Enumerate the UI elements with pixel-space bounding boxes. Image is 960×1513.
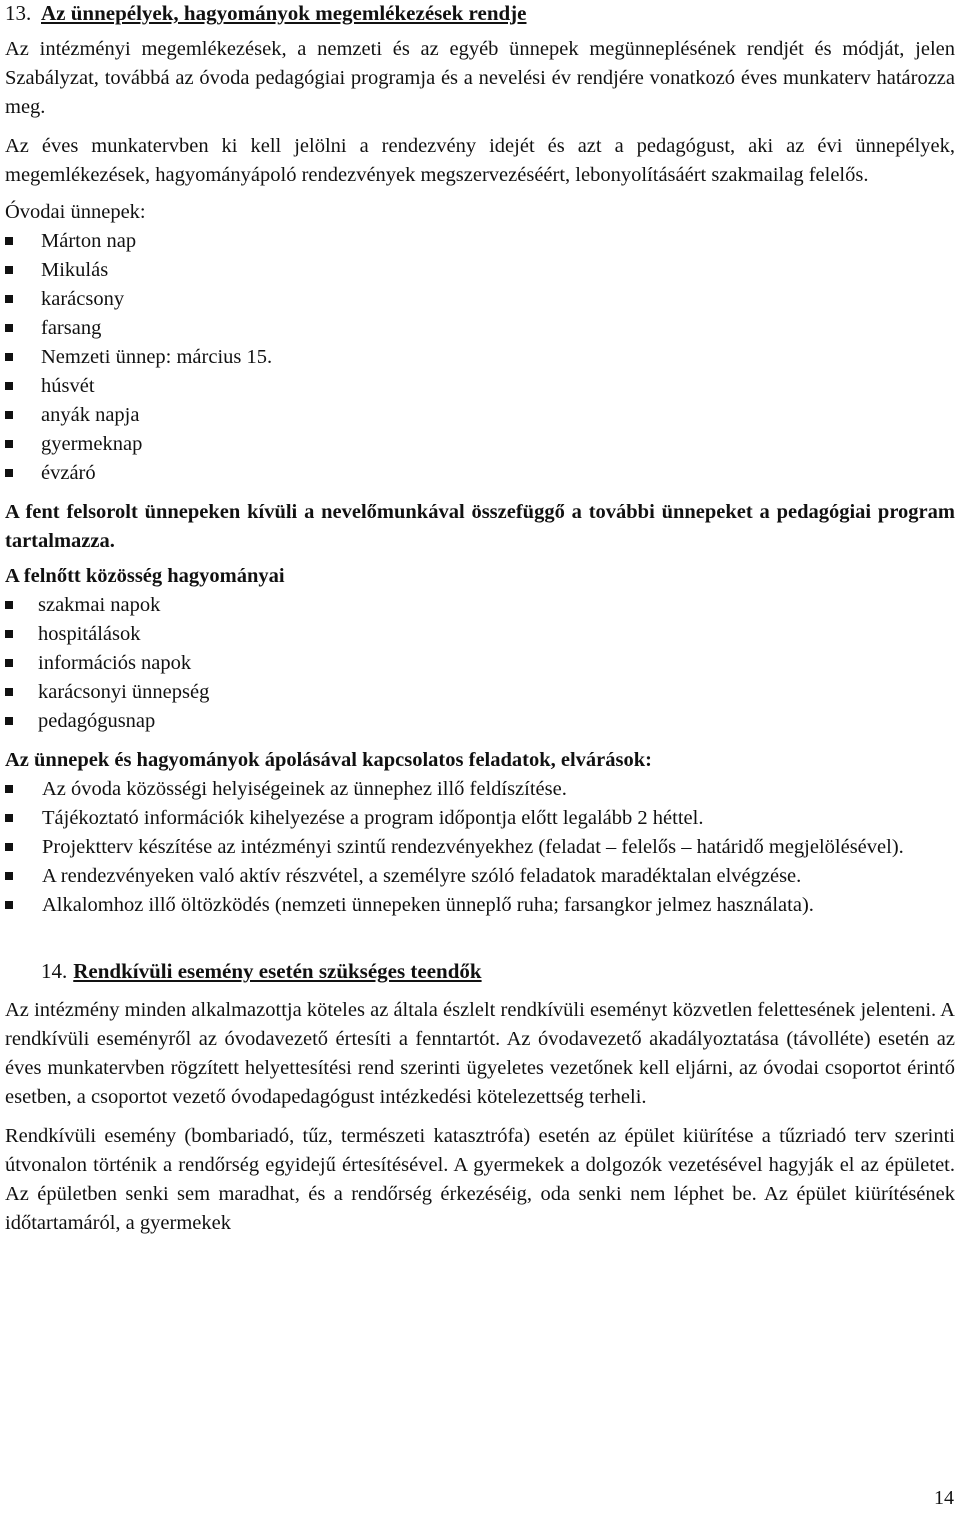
bullet-square-icon bbox=[5, 901, 13, 909]
bullet-square-icon bbox=[5, 843, 13, 851]
list-item: információs napok bbox=[5, 649, 955, 678]
bullet-square-icon bbox=[5, 440, 13, 448]
section-13-heading bbox=[5, 0, 955, 27]
list-item: farsang bbox=[5, 314, 955, 343]
bullet-square-icon bbox=[5, 469, 13, 477]
bullet-square-icon bbox=[5, 353, 13, 361]
list-item: hospitálások bbox=[5, 620, 955, 649]
adult-traditions-list bbox=[5, 591, 955, 736]
list-item: anyák napja bbox=[5, 401, 955, 430]
holidays-note: A fent felsorolt ünnepeken kívüli a nevelőmunkával összefüggő a további ünnepeket a pedagógiai program tartalmazza. bbox=[5, 501, 955, 552]
list-item: karácsonyi ünnepség bbox=[5, 678, 955, 707]
list-item: Az óvoda közösségi helyiségeinek az ünnephez illő feldíszítése. bbox=[5, 775, 955, 804]
bullet-square-icon bbox=[5, 601, 13, 609]
list-item: karácsony bbox=[5, 285, 955, 314]
section-13-paragraph-2: Az éves munkatervben ki kell jelölni a rendezvény idejét és azt a pedagógust, aki az évi ünnepélyek, megemlékezések, hagyományápoló rendezvények megszervezéséért, lebonyolításáért szakmailag felelős. bbox=[5, 135, 955, 186]
bullet-square-icon bbox=[5, 688, 13, 696]
list-item: Nemzeti ünnep: március 15. bbox=[5, 343, 955, 372]
bullet-square-icon bbox=[5, 717, 13, 725]
list-item: A rendezvényeken való aktív részvétel, a személyre szóló feladatok maradéktalan elvégzése. bbox=[5, 862, 955, 891]
bullet-square-icon bbox=[5, 814, 13, 822]
bullet-square-icon bbox=[5, 659, 13, 667]
list-item: évzáró bbox=[5, 459, 955, 488]
tasks-heading: Az ünnepek és hagyományok ápolásával kapcsolatos feladatok, elvárások: bbox=[5, 749, 652, 771]
bullet-square-icon bbox=[5, 630, 13, 638]
section-14-title: Rendkívüli esemény esetén szükséges teendők bbox=[73, 959, 482, 983]
list-item: húsvét bbox=[5, 372, 955, 401]
bullet-square-icon bbox=[5, 324, 13, 332]
holidays-list bbox=[5, 227, 955, 488]
bullet-square-icon bbox=[5, 266, 13, 274]
section-14-heading bbox=[5, 956, 955, 986]
list-item: szakmai napok bbox=[5, 591, 955, 620]
section-13-title: Az ünnepélyek, hagyományok megemlékezések rendje bbox=[41, 1, 527, 25]
bullet-square-icon bbox=[5, 872, 13, 880]
list-item: gyermeknap bbox=[5, 430, 955, 459]
list-item: pedagógusnap bbox=[5, 707, 955, 736]
bullet-square-icon bbox=[5, 382, 13, 390]
section-13-number: 13. bbox=[5, 1, 32, 25]
document-page bbox=[5, 0, 955, 1238]
list-item: Tájékoztató információk kihelyezése a program időpontja előtt legalább 2 héttel. bbox=[5, 804, 955, 833]
page-number: 14 bbox=[934, 1487, 954, 1509]
section-13-paragraph-1: Az intézményi megemlékezések, a nemzeti és az egyéb ünnepek megünneplésének rendjét és módját, jelen Szabályzat, továbbá az óvoda pedagógiai programja és a nevelési év rendjére vonatkozó éves munkaterv határozza meg. bbox=[5, 38, 955, 118]
bullet-square-icon bbox=[5, 295, 13, 303]
list-item: Mikulás bbox=[5, 256, 955, 285]
list-item: Márton nap bbox=[5, 227, 955, 256]
holidays-heading: Óvodai ünnepek: bbox=[5, 201, 146, 223]
list-item: Projektterv készítése az intézményi szintű rendezvényekhez (feladat – felelős – határidő megjelölésével). bbox=[5, 833, 955, 862]
bullet-square-icon bbox=[5, 785, 13, 793]
section-14-paragraph-2: Rendkívüli esemény (bombariadó, tűz, természeti katasztrófa) esetén az épület kiürítése a tűzriadó terv szerinti útvonalon történik a rendőrség egyidejű értesítésével. A gyermekek a dolgozók vezetésével hagyják el az épületet. Az épületben senki sem maradhat, és a rendőrség érkezéséig, oda senki nem léphet be. Az épület kiürítésének időtartamáról, a gyermekek bbox=[5, 1125, 955, 1234]
section-14-number: 14. bbox=[41, 959, 68, 983]
list-item: Alkalomhoz illő öltözködés (nemzeti ünnepeken ünneplő ruha; farsangkor jelmez használata). bbox=[5, 891, 955, 920]
section-14-paragraph-1: Az intézmény minden alkalmazottja köteles az általa észlelt rendkívüli eseményt közvetlen felettesének jelenteni. A rendkívüli eseményről az óvodavezető értesíti a fenntartót. Az óvodavezető akadályoztatása (távolléte) esetén az éves munkatervben rögzített helyettesítési rend szerinti ügyeletes vezetőnek kell eljárni, az óvodai csoportot érintő esetben, a csoportot vezető óvodapedagógust intézkedési kötelezettség terheli. bbox=[5, 999, 955, 1108]
tasks-list bbox=[5, 775, 955, 920]
adult-traditions-heading: A felnőtt közösség hagyományai bbox=[5, 565, 285, 587]
bullet-square-icon bbox=[5, 411, 13, 419]
bullet-square-icon bbox=[5, 237, 13, 245]
